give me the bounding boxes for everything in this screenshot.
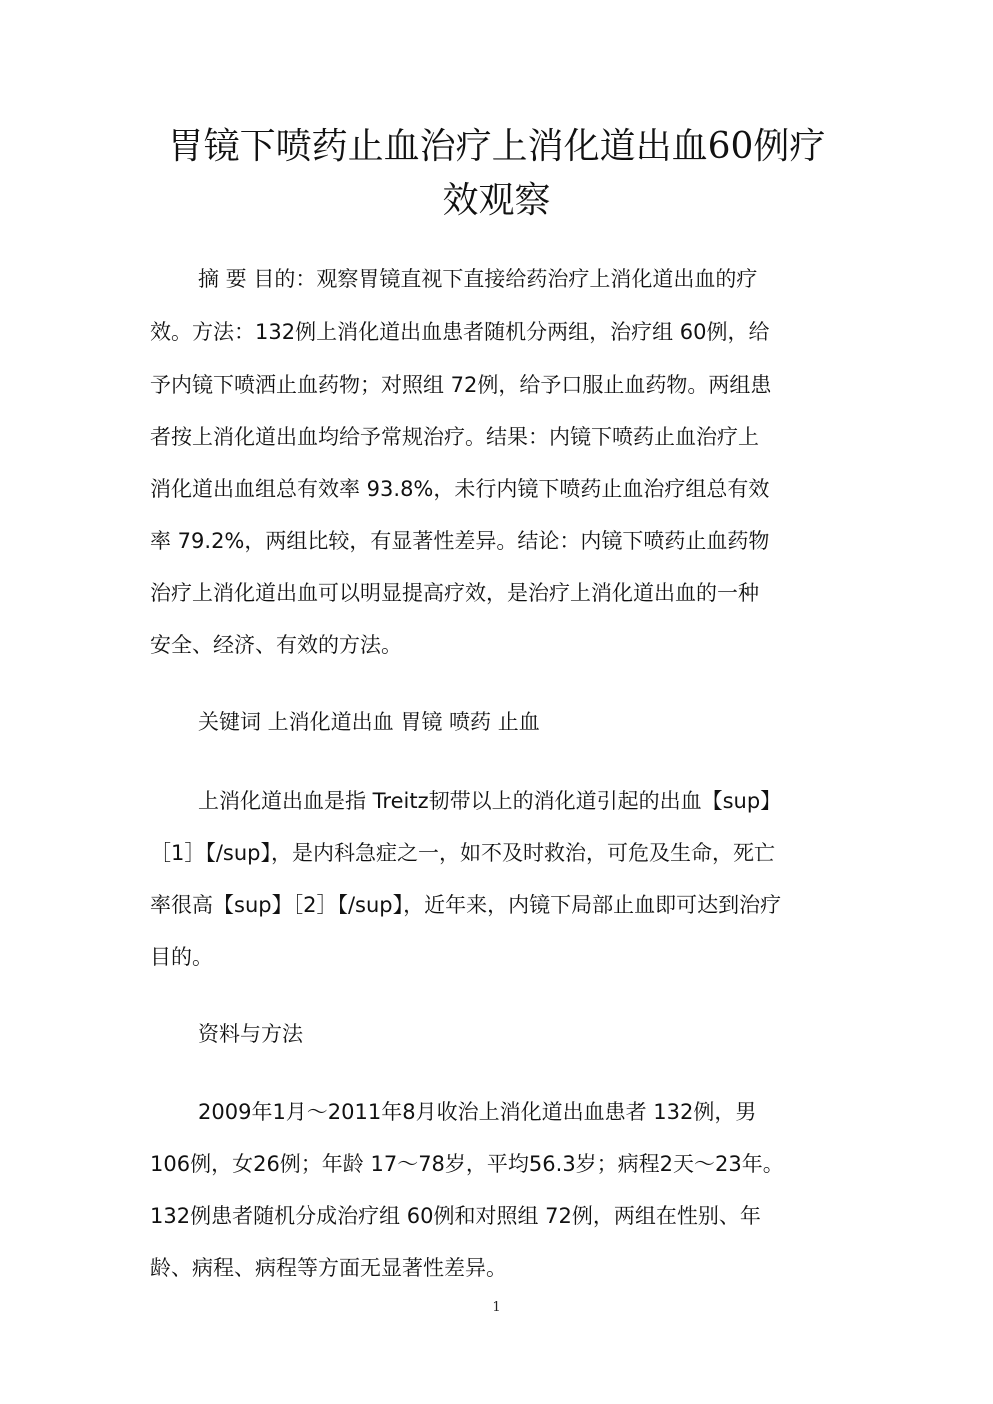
abstract-line: 治疗上消化道出血可以明显提高疗效，是治疗上消化道出血的一种 [150, 581, 759, 605]
document-title [0, 120, 993, 228]
abstract-line: 予内镜下喷洒止血药物；对照组 72例，给予口服止血药物。两组患 [150, 373, 772, 397]
methods-line: 132例患者随机分成治疗组 60例和对照组 72例，两组在性别、年 [150, 1204, 761, 1228]
title-line: 胃镜下喷药止血治疗上消化道出血60例疗 [167, 126, 826, 167]
methods-line: 龄、病程、病程等方面无显著性差异。 [150, 1256, 507, 1280]
intro-line: 上消化道出血是指 Treitz韧带以上的消化道引起的出血【sup】 [198, 789, 782, 813]
intro-line: 率很高【sup】［2］【/sup】，近年来，内镜下局部止血即可达到治疗 [150, 893, 782, 917]
page-number: 1 [492, 1300, 501, 1315]
abstract-line: 摘 要 目的：观察胃镜直视下直接给药治疗上消化道出血的疗 [198, 267, 758, 291]
keywords-line: 关键词 上消化道出血 胃镜 喷药 止血 [198, 710, 540, 734]
title-line: 效观察 [442, 180, 551, 221]
abstract-line: 消化道出血组总有效率 93.8%，未行内镜下喷药止血治疗组总有效 [150, 477, 770, 501]
methods-line: 2009年1月～2011年8月收治上消化道出血患者 132例，男 [198, 1100, 757, 1124]
abstract-line: 安全、经济、有效的方法。 [150, 633, 402, 657]
methods-line: 106例，女26例；年龄 17～78岁，平均56.3岁；病程2天～23年。 [150, 1152, 784, 1176]
abstract-line: 率 79.2%，两组比较，有显著性差异。结论：内镜下喷药止血药物 [150, 529, 770, 553]
abstract-line: 效。方法：132例上消化道出血患者随机分两组，治疗组 60例，给 [150, 320, 770, 344]
intro-line: ［1］【/sup】，是内科急症之一，如不及时救治，可危及生命，死亡 [150, 841, 776, 865]
intro-line: 目的。 [150, 945, 213, 969]
section-heading: 资料与方法 [198, 1022, 303, 1046]
abstract-line: 者按上消化道出血均给予常规治疗。结果：内镜下喷药止血治疗上 [150, 425, 759, 449]
